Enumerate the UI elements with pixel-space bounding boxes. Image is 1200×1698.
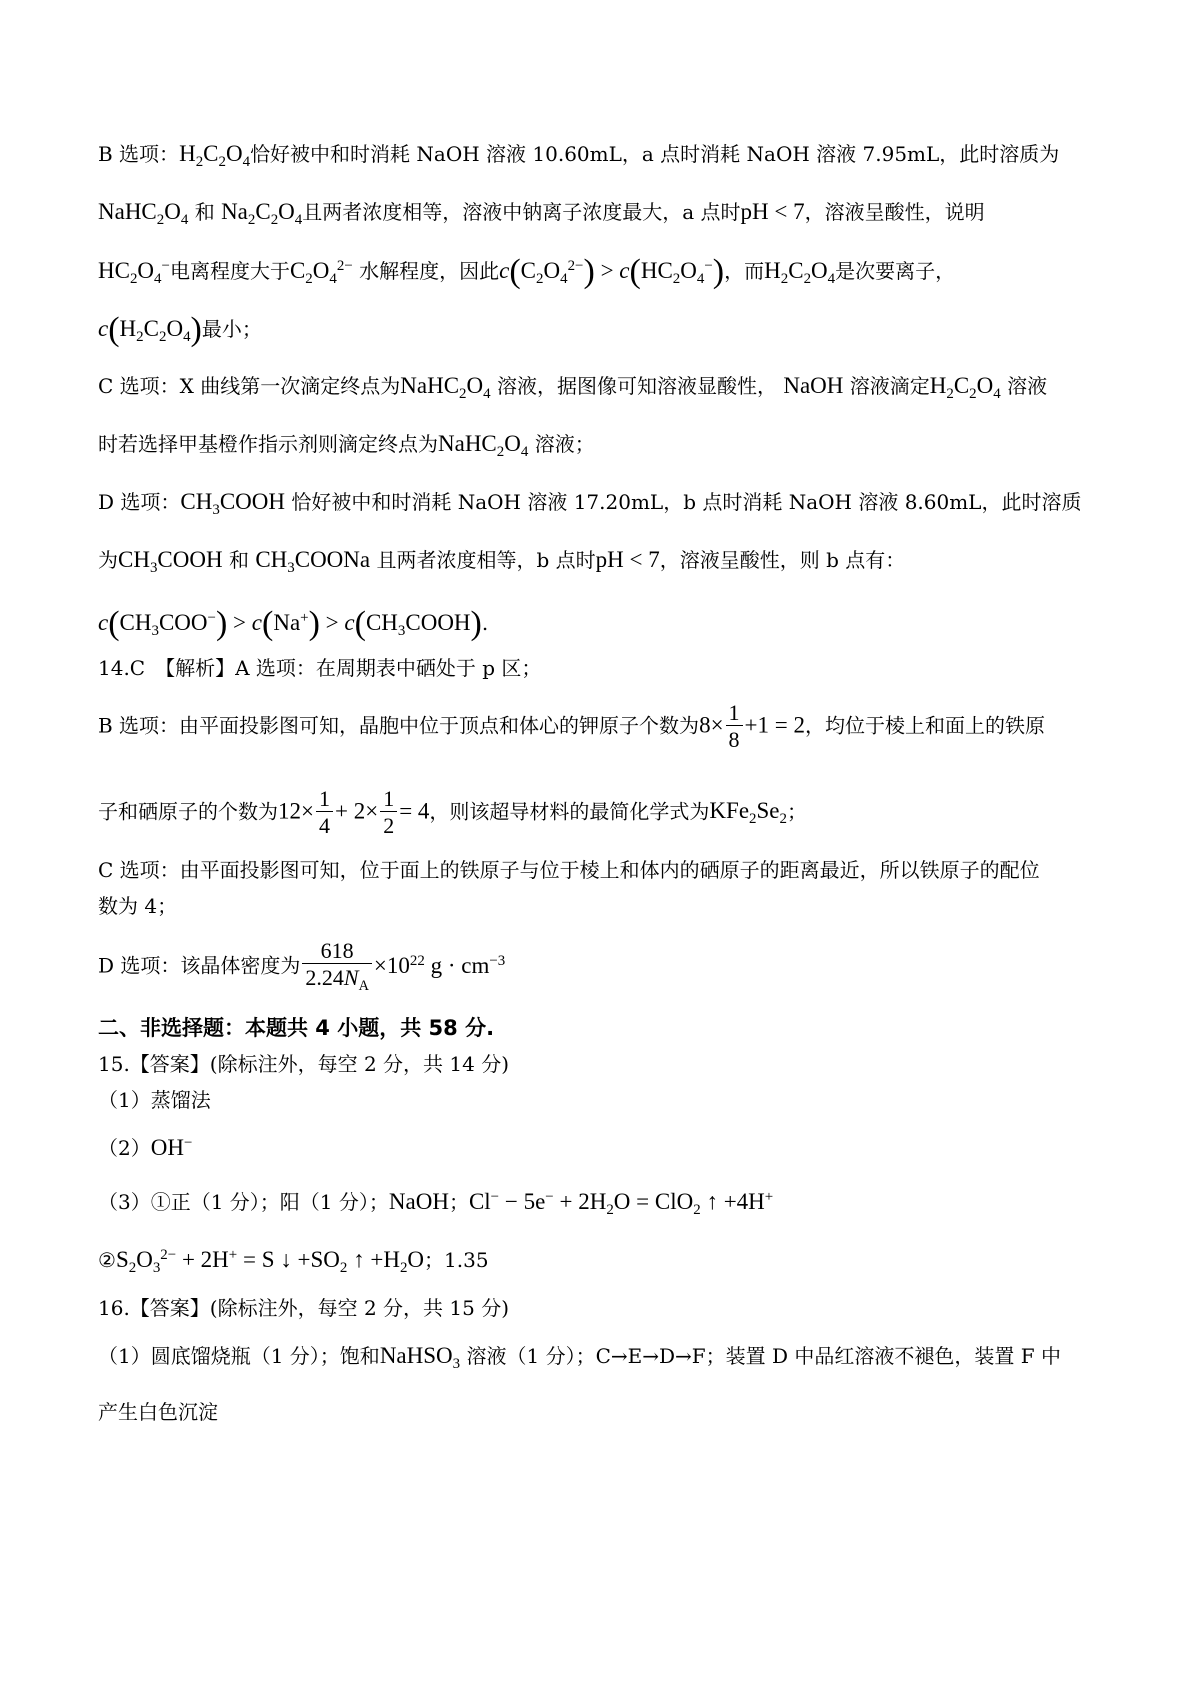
q14-c-line-1: C 选项：由平面投影图可知，位于面上的铁原子与位于棱上和体内的硒原子的距离最近，所以铁原子的配位 (98, 858, 1040, 882)
c-option-line-2: 时若选择甲基橙作指示剂则滴定终点为$NaHC_2O_4$ 溶液； (98, 431, 595, 461)
density-fraction: $\frac{618}{2.24N_A}$ (302, 938, 372, 996)
d-option-line-2: 为$CH_3COOH$ 和 $CH_3COONa$ 且两者浓度相等，b 点时pH < 7，溶液呈酸性，则 b 点有： (98, 547, 906, 577)
q14-line-1: 14.C 【解析】A 选项：在周期表中硒处于 p 区； (98, 656, 542, 680)
d-option-line-1: D 选项：$CH_3COOH$ 恰好被中和时消耗 NaOH 溶液 17.20mL，b 点时消耗 NaOH 溶液 8.60mL，此时溶质 (98, 489, 1082, 519)
q15-heading: 15.【答案】(除标注外，每空 2 分，共 14 分) (98, 1052, 510, 1076)
c-option-line-1: C 选项：X 曲线第一次滴定终点为$NaHC_2O_4$ 溶液，据图像可知溶液显酸性， NaOH 溶液滴定$H_2C_2O_4$ 溶液 (98, 373, 1048, 403)
q14-c-line-2: 数为 4； (98, 894, 178, 918)
q16-part-1b: 产生白色沉淀 (98, 1400, 218, 1424)
q15-part-3b: $②S_2O_3^{2-} + 2H^+ = S$ ↓ $+SO_2$ ↑ $+H_2O$；1.35 (98, 1246, 489, 1277)
q15-part-3: （3）①正（1 分）；阳（1 分）；NaOH；$Cl^- - 5e^- + 2H_2O = ClO_2$ ↑ +4H+ (98, 1188, 774, 1219)
b-option-line-2: $NaHC_2O_4$ 和 $Na_2C_2O_4$且两者浓度相等，溶液中钠离子浓度最大，a 点时pH < 7，溶液呈酸性，说明 (98, 199, 985, 229)
fraction-one-quarter: $\frac{1}{4}$ (316, 786, 333, 840)
fraction-one-half: $\frac{1}{2}$ (380, 786, 397, 840)
fraction-one-eighth: $\frac{1}{8}$ (726, 700, 743, 754)
b-option-line-1: B 选项：$H_2C_2O_4$恰好被中和时消耗 NaOH 溶液 10.60mL，a 点时消耗 NaOH 溶液 7.95mL，此时溶质为 (98, 141, 1060, 171)
b-option-line-4: $c(H_2C_2O_4)$最小； (98, 311, 262, 348)
q14-b-line-2: 子和硒原子的个数为12× $\frac{1}{4}$ + 2× $\frac{1}{2}$ = 4，则该超导材料的最简化学式为$KFe_2Se_2$； (98, 786, 807, 839)
q14-d-line: D 选项：该晶体密度为 $\frac{618}{2.24N_A}$ $\times 10^{22}$ $g \cdot cm^{-3}$ (98, 938, 506, 995)
d-option-line-3: $c(CH_3COO^-) > c(Na^+)$ > $c(CH_3COOH)$. (98, 605, 489, 642)
q14-b-line-1: B 选项：由平面投影图可知，晶胞中位于顶点和体心的钾原子个数为8× $\frac{1}{8}$ +1 = 2，均位于棱上和面上的铁原 (98, 700, 1045, 753)
q15-part-2: （2）OH− (98, 1134, 193, 1160)
q16-heading: 16.【答案】(除标注外，每空 2 分，共 15 分) (98, 1296, 510, 1320)
b-option-line-3: $HC_2O_4^-$电离程度大于$C_2O_4^{2-}$ 水解程度，因此$c(C_2O_4^{2-}) > c(HC_2O_4^-)$，而$H_2C_2O_4$是次要离子， (98, 253, 956, 290)
q16-part-1: （1）圆底馏烧瓶（1 分）；饱和NaHSO$_3$ 溶液（1 分）；C→E→D→F；装置 D 中品红溶液不褪色，装置 F 中 (98, 1343, 1061, 1373)
section-2-heading: 二、非选择题：本题共 4 小题，共 58 分. (98, 1016, 495, 1040)
q15-part-1: （1）蒸馏法 (98, 1088, 211, 1112)
